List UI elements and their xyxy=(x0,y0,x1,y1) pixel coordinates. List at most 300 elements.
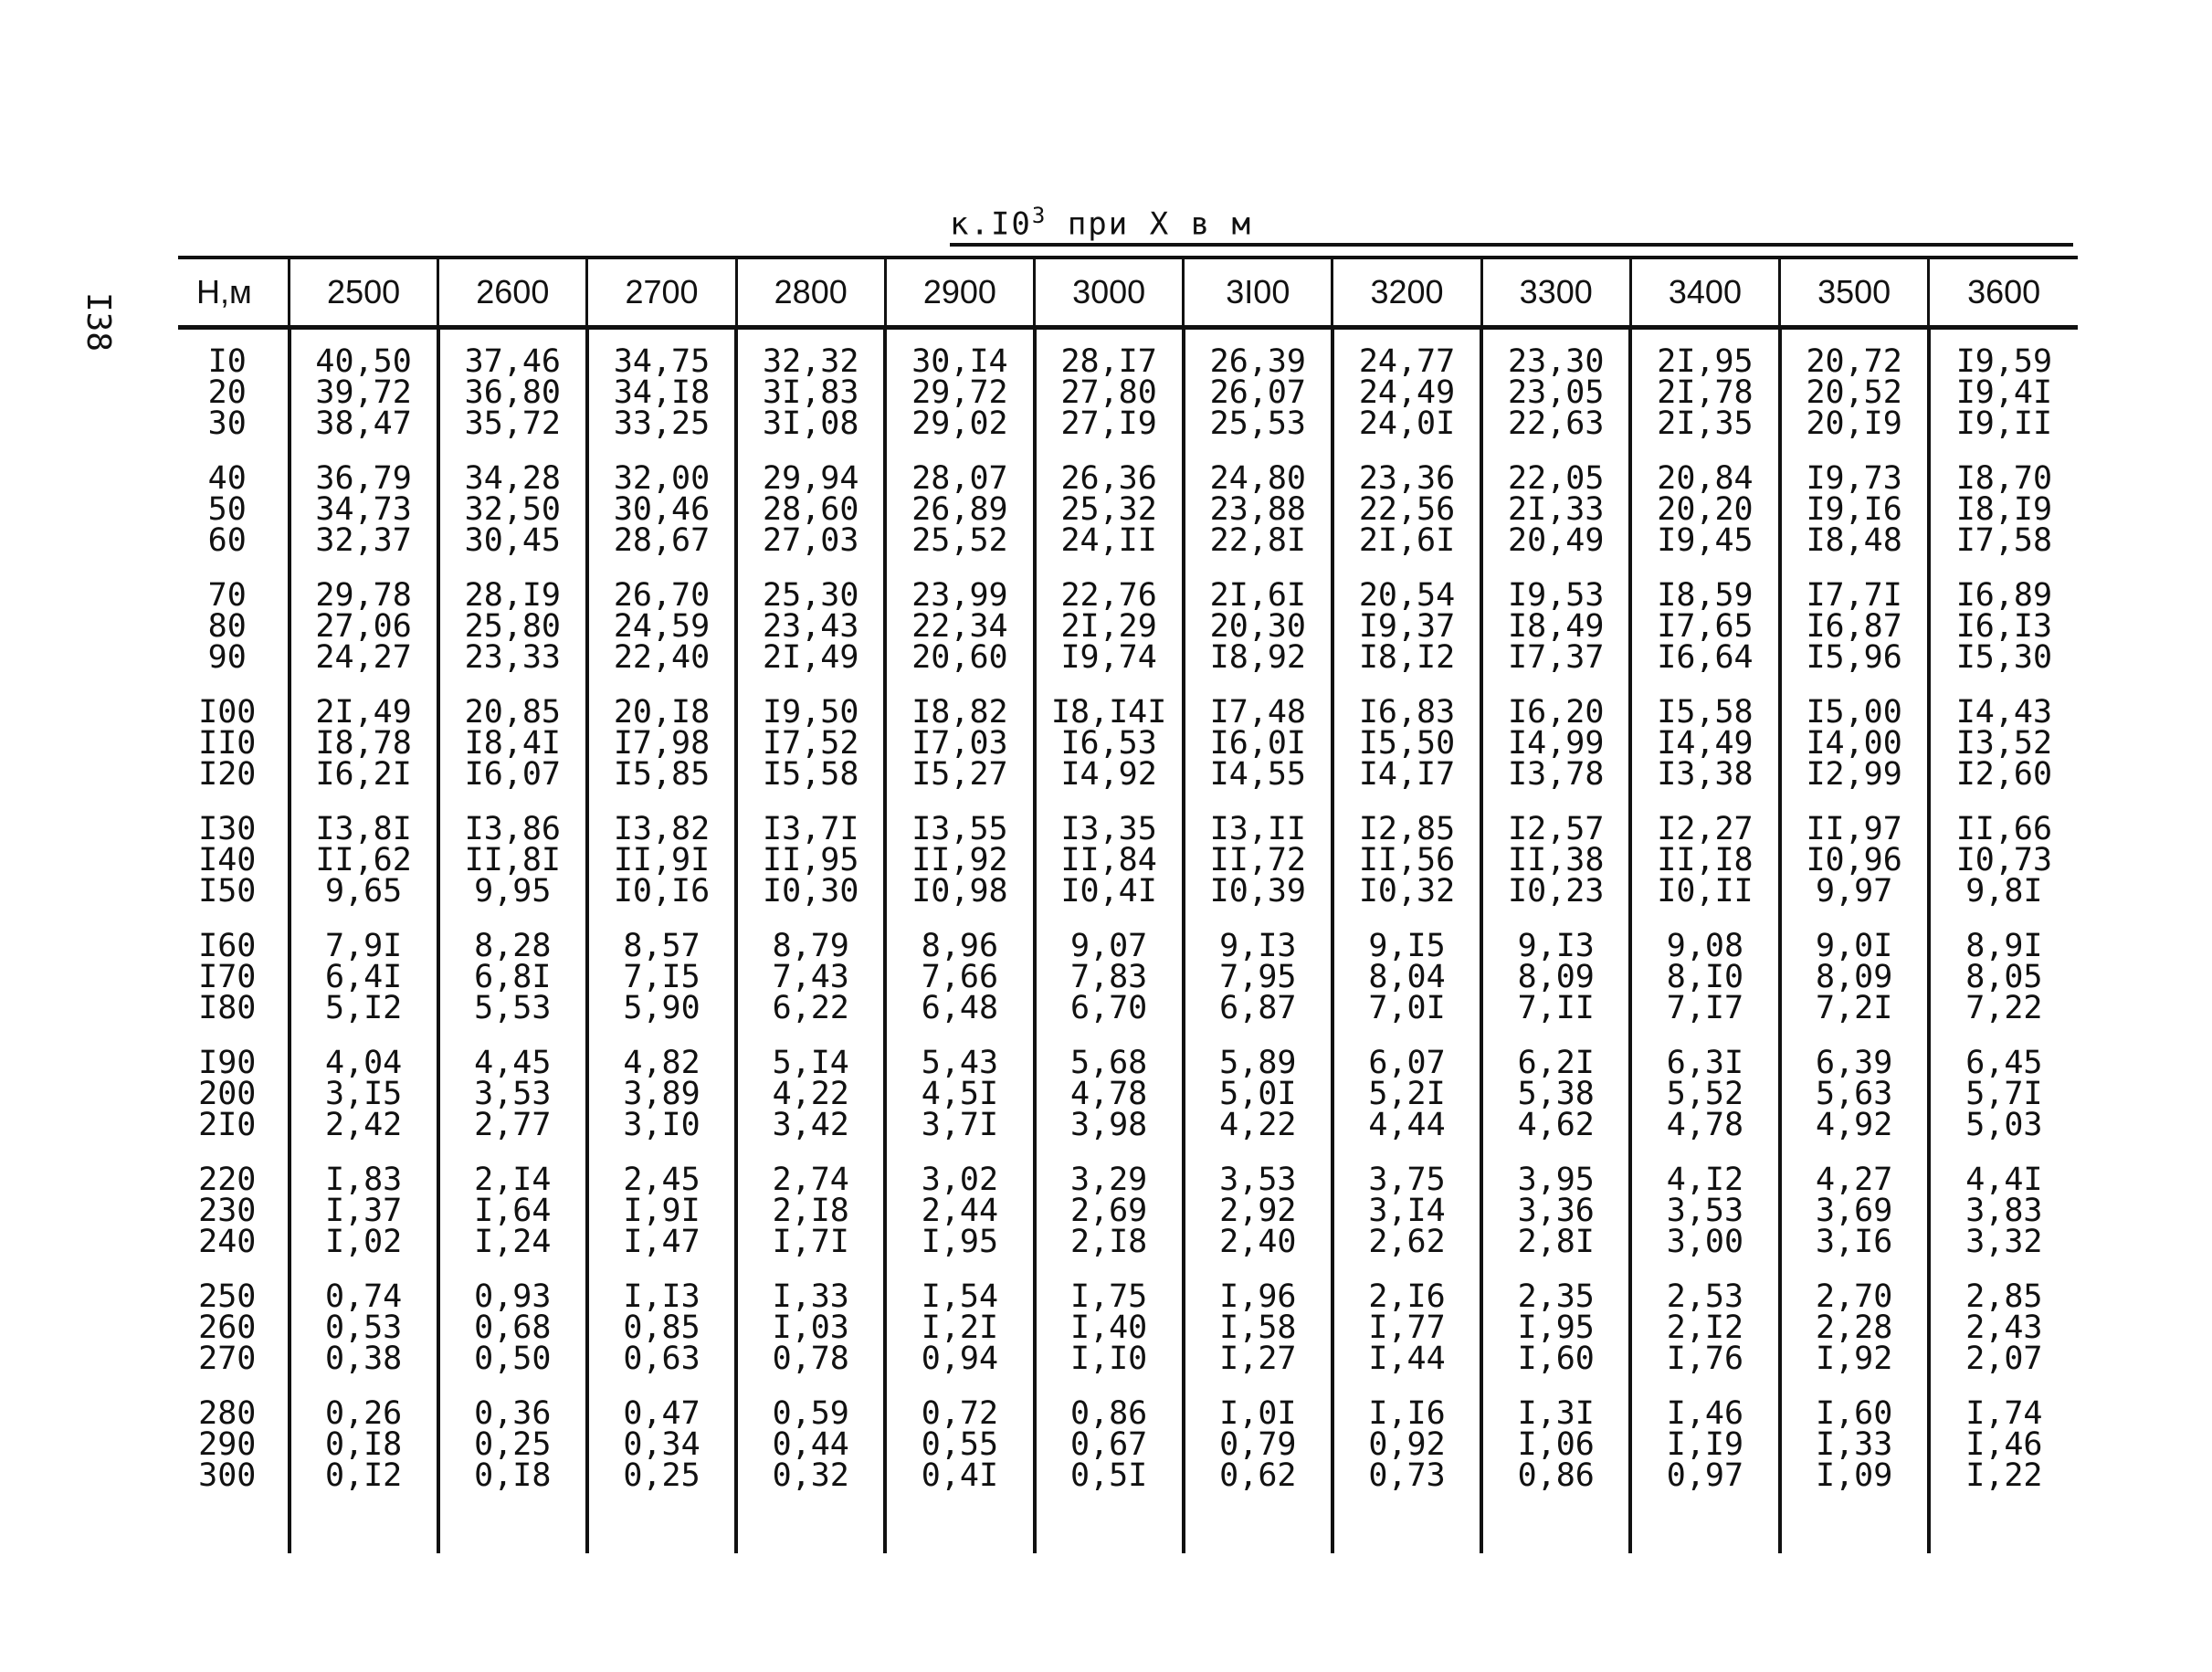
table-value: 20,72 xyxy=(1806,343,1902,380)
table-value: 0,86 xyxy=(1517,1457,1595,1494)
table-value: 20,20 xyxy=(1657,491,1754,528)
table-value: 2,07 xyxy=(1965,1341,2043,1377)
table-value: 0,72 xyxy=(921,1395,999,1432)
h-value: 300 xyxy=(198,1457,257,1494)
value-cell xyxy=(1929,797,2078,914)
value-cell xyxy=(885,1265,1034,1382)
spacer-cell xyxy=(736,1498,885,1553)
table-value: 25,80 xyxy=(464,608,561,645)
value-cell xyxy=(1184,1148,1332,1265)
table-value: 32,50 xyxy=(464,491,561,528)
value-cell xyxy=(1630,1265,1779,1382)
value-cell xyxy=(885,1031,1034,1148)
table-value: 3,53 xyxy=(474,1076,552,1112)
table-value: I5,00 xyxy=(1806,694,1902,731)
table-value: 2,I4 xyxy=(474,1162,552,1198)
table-value: 22,76 xyxy=(1060,577,1157,614)
table-value: I7,03 xyxy=(911,725,1008,762)
spacer-cell xyxy=(1780,1498,1929,1553)
table-value: 34,73 xyxy=(315,491,412,528)
value-cell xyxy=(1780,563,1929,680)
h-value: 290 xyxy=(198,1426,257,1463)
value-cell xyxy=(438,328,587,447)
table-value: I8,4I xyxy=(464,725,561,762)
value-cell xyxy=(587,1265,736,1382)
table-value: 0,50 xyxy=(474,1341,552,1377)
h-value: I30 xyxy=(198,811,257,847)
value-cell xyxy=(1929,1031,2078,1148)
table-value: I,9I xyxy=(623,1193,700,1229)
table-value: I0,98 xyxy=(911,873,1008,910)
table-value: 27,06 xyxy=(315,608,412,645)
value-cell xyxy=(1481,1148,1630,1265)
table-value: 0,26 xyxy=(324,1395,403,1432)
table-value: I4,99 xyxy=(1508,725,1605,762)
table-value: II,I8 xyxy=(1657,842,1754,878)
table-value: 27,03 xyxy=(763,522,859,559)
value-cell xyxy=(1184,447,1332,563)
table-value: 0,I2 xyxy=(324,1457,403,1494)
table-value: 2,92 xyxy=(1219,1193,1297,1229)
h-value: I40 xyxy=(198,842,257,878)
table-value: 2,I8 xyxy=(1069,1224,1148,1260)
value-cell xyxy=(1929,680,2078,797)
table-value: 2,I6 xyxy=(1368,1278,1446,1315)
value-cell xyxy=(1780,914,1929,1031)
table-value: 5,90 xyxy=(623,990,700,1026)
table-value: 8,05 xyxy=(1965,959,2043,995)
table-value: 3,I4 xyxy=(1368,1193,1446,1229)
table-value: 2,74 xyxy=(772,1162,849,1198)
table-value: 23,43 xyxy=(763,608,859,645)
table-value: 0,79 xyxy=(1219,1426,1297,1463)
table-value: I5,27 xyxy=(911,756,1008,793)
table-value: 4,I2 xyxy=(1666,1162,1744,1198)
table-value: 38,47 xyxy=(315,405,412,442)
h-value: 40 xyxy=(207,460,247,497)
table-value: 5,I4 xyxy=(772,1045,849,1081)
value-cell xyxy=(1332,1265,1481,1382)
h-values-cell xyxy=(178,914,290,1031)
table-value: 9,8I xyxy=(1965,873,2043,910)
table-value: 3,02 xyxy=(921,1162,999,1198)
value-cell xyxy=(587,1382,736,1498)
value-cell xyxy=(1035,1031,1184,1148)
table-value: 7,I5 xyxy=(623,959,700,995)
value-cell xyxy=(1481,1265,1630,1382)
value-cell xyxy=(438,1382,587,1498)
table-value: 24,27 xyxy=(315,639,412,676)
h-value: I80 xyxy=(198,990,257,1026)
table-value: I,74 xyxy=(1965,1395,2043,1432)
column-header: 3200 xyxy=(1332,258,1481,328)
table-value: 7,83 xyxy=(1069,959,1148,995)
spacer-cell xyxy=(587,1498,736,1553)
value-cell xyxy=(438,1031,587,1148)
table-value: I,27 xyxy=(1219,1341,1297,1377)
table-value: I5,50 xyxy=(1358,725,1456,762)
table-value: 7,I7 xyxy=(1666,990,1744,1026)
h-value: 50 xyxy=(207,491,247,528)
table-value: 5,52 xyxy=(1666,1076,1744,1112)
table-value: 4,78 xyxy=(1069,1076,1148,1112)
spacer-cell xyxy=(1184,1498,1332,1553)
value-cell xyxy=(587,1148,736,1265)
table-value: 4,4I xyxy=(1965,1162,2043,1198)
table-value: 23,05 xyxy=(1508,374,1605,411)
value-cell xyxy=(1630,680,1779,797)
table-value: 24,II xyxy=(1060,522,1157,559)
table-value: 8,57 xyxy=(623,928,700,964)
table-value: 26,39 xyxy=(1209,343,1306,380)
table-value: 3,83 xyxy=(1965,1193,2043,1229)
column-header: 3I00 xyxy=(1184,258,1332,328)
table-value: I2,60 xyxy=(1955,756,2053,793)
value-cell xyxy=(1630,1031,1779,1148)
table-value: I2,57 xyxy=(1508,811,1605,847)
value-cell xyxy=(1332,1382,1481,1498)
value-cell xyxy=(885,797,1034,914)
table-value: I3,38 xyxy=(1657,756,1754,793)
table-value: 9,65 xyxy=(324,873,403,910)
value-cell xyxy=(1184,1265,1332,1382)
h-value: I60 xyxy=(198,928,257,964)
table-value: 9,I5 xyxy=(1368,928,1446,964)
value-cell xyxy=(1184,1382,1332,1498)
value-cell xyxy=(736,1031,885,1148)
table-value: 27,I9 xyxy=(1060,405,1157,442)
table-value: I8,I2 xyxy=(1358,639,1456,676)
table-value: 3,98 xyxy=(1069,1107,1148,1143)
table-value: 4,92 xyxy=(1815,1107,1893,1143)
value-cell xyxy=(290,1031,438,1148)
table-value: 22,8I xyxy=(1209,522,1306,559)
h-value: I00 xyxy=(198,694,257,731)
value-cell xyxy=(736,797,885,914)
table-value: 24,80 xyxy=(1209,460,1306,497)
table-value: 22,34 xyxy=(911,608,1008,645)
table-row-group xyxy=(178,914,2078,1031)
table-value: I4,55 xyxy=(1209,756,1306,793)
value-cell xyxy=(1184,328,1332,447)
value-cell xyxy=(1481,1382,1630,1498)
table-value: I2,99 xyxy=(1806,756,1902,793)
table-value: 9,08 xyxy=(1666,928,1744,964)
table-value: I0,96 xyxy=(1806,842,1902,878)
h-values-cell xyxy=(178,328,290,447)
h-value: I0 xyxy=(207,343,247,380)
table-value: 6,39 xyxy=(1815,1045,1893,1081)
table-value: 6,48 xyxy=(921,990,999,1026)
h-value: 280 xyxy=(198,1395,257,1432)
table-value: 4,27 xyxy=(1815,1162,1893,1198)
table-value: 3I,08 xyxy=(763,405,859,442)
table-value: I8,82 xyxy=(911,694,1008,731)
table-value: 34,75 xyxy=(613,343,711,380)
table-value: I,76 xyxy=(1666,1341,1744,1377)
table-value: I9,59 xyxy=(1955,343,2053,380)
table-value: 4,22 xyxy=(772,1076,849,1112)
h-values-cell xyxy=(178,563,290,680)
value-cell xyxy=(1332,680,1481,797)
table-value: I6,I3 xyxy=(1955,608,2053,645)
table-value: 6,22 xyxy=(772,990,849,1026)
table-value: 0,4I xyxy=(921,1457,999,1494)
table-value: I4,00 xyxy=(1806,725,1902,762)
value-cell xyxy=(1332,797,1481,914)
value-cell xyxy=(885,563,1034,680)
value-cell xyxy=(1332,563,1481,680)
value-cell xyxy=(1035,680,1184,797)
spacer-cell xyxy=(1035,1498,1184,1553)
table-value: 20,I8 xyxy=(613,694,711,731)
table-value: 20,49 xyxy=(1508,522,1605,559)
table-value: 8,09 xyxy=(1517,959,1595,995)
value-cell xyxy=(1929,914,2078,1031)
spacer-cell xyxy=(1332,1498,1481,1553)
value-cell xyxy=(587,563,736,680)
table-value: I,7I xyxy=(772,1224,849,1260)
table-value: 2I,95 xyxy=(1657,343,1754,380)
table-value: 24,77 xyxy=(1358,343,1456,380)
table-value: 0,53 xyxy=(324,1309,403,1346)
table-value: 28,67 xyxy=(613,522,711,559)
table-value: 0,I8 xyxy=(324,1426,403,1463)
column-header: 3500 xyxy=(1780,258,1929,328)
table-value: 3,I6 xyxy=(1815,1224,1893,1260)
table-value: 29,72 xyxy=(911,374,1008,411)
table-value: 4,45 xyxy=(474,1045,552,1081)
table-value: I,96 xyxy=(1219,1278,1297,1315)
value-cell xyxy=(438,797,587,914)
spacer-cell xyxy=(1929,1498,2078,1553)
table-value: I8,70 xyxy=(1955,460,2053,497)
table-value: 4,22 xyxy=(1219,1107,1297,1143)
table-value: 2I,49 xyxy=(763,639,859,676)
table-value: 26,89 xyxy=(911,491,1008,528)
table-value: 4,82 xyxy=(623,1045,700,1081)
h-values-cell xyxy=(178,447,290,563)
caption-main: к.I0 xyxy=(950,205,1032,243)
table-value: 9,I3 xyxy=(1517,928,1595,964)
table-value: 9,07 xyxy=(1069,928,1148,964)
table-value: 5,68 xyxy=(1069,1045,1148,1081)
table-value: I,46 xyxy=(1666,1395,1744,1432)
table-value: I3,II xyxy=(1209,811,1306,847)
value-cell xyxy=(1780,680,1929,797)
table-value: 3,75 xyxy=(1368,1162,1446,1198)
table-value: 30,45 xyxy=(464,522,561,559)
table-value: I,54 xyxy=(921,1278,999,1315)
column-header: 2500 xyxy=(290,258,438,328)
table-value: 2,69 xyxy=(1069,1193,1148,1229)
table-value: I3,7I xyxy=(763,811,859,847)
table-value: 2I,6I xyxy=(1358,522,1456,559)
h-value: 90 xyxy=(207,639,247,676)
table-value: 7,0I xyxy=(1368,990,1446,1026)
h-value: 240 xyxy=(198,1224,257,1260)
value-cell xyxy=(587,328,736,447)
table-value: I,02 xyxy=(324,1224,403,1260)
table-value: 3I,83 xyxy=(763,374,859,411)
table-value: 6,87 xyxy=(1219,990,1297,1026)
table-value: 7,9I xyxy=(324,928,403,964)
table-value: I4,92 xyxy=(1060,756,1157,793)
table-value: 3,42 xyxy=(772,1107,849,1143)
column-header: 2700 xyxy=(587,258,736,328)
h-value: 230 xyxy=(198,1193,257,1229)
table-value: 0,5I xyxy=(1069,1457,1148,1494)
value-cell xyxy=(1929,1382,2078,1498)
value-cell xyxy=(1035,447,1184,563)
table-value: 0,74 xyxy=(324,1278,403,1315)
table-value: I,I9 xyxy=(1666,1426,1744,1463)
value-cell xyxy=(1184,914,1332,1031)
value-cell xyxy=(1929,1148,2078,1265)
table-row-group xyxy=(178,328,2078,447)
table-value: 0,68 xyxy=(474,1309,552,1346)
table-value: I,33 xyxy=(1815,1426,1893,1463)
table-value: I6,64 xyxy=(1657,639,1754,676)
table-value: I,83 xyxy=(324,1162,403,1198)
h-value: 20 xyxy=(207,374,247,411)
table-value: II,62 xyxy=(315,842,412,878)
column-header: 2600 xyxy=(438,258,587,328)
table-value: I,09 xyxy=(1815,1457,1893,1494)
value-cell xyxy=(290,1382,438,1498)
value-cell xyxy=(1630,328,1779,447)
table-value: 0,59 xyxy=(772,1395,849,1432)
table-value: 6,2I xyxy=(1517,1045,1595,1081)
table-value: I3,52 xyxy=(1955,725,2053,762)
table-value: I0,39 xyxy=(1209,873,1306,910)
value-cell xyxy=(1481,328,1630,447)
table-value: 3,69 xyxy=(1815,1193,1893,1229)
table-value: 7,22 xyxy=(1965,990,2043,1026)
value-cell xyxy=(736,563,885,680)
table-bottom-spacer xyxy=(178,1498,2078,1553)
table-value: I3,55 xyxy=(911,811,1008,847)
value-cell xyxy=(736,447,885,563)
table-value: I0,30 xyxy=(763,873,859,910)
table-value: 6,8I xyxy=(474,959,552,995)
table-value: 35,72 xyxy=(464,405,561,442)
table-value: 25,32 xyxy=(1060,491,1157,528)
value-cell xyxy=(438,447,587,563)
value-cell xyxy=(1332,1148,1481,1265)
value-cell xyxy=(736,328,885,447)
column-header: 3600 xyxy=(1929,258,2078,328)
value-cell xyxy=(1332,914,1481,1031)
value-cell xyxy=(1184,563,1332,680)
table-value: 28,I7 xyxy=(1060,343,1157,380)
value-cell xyxy=(290,563,438,680)
table-value: 5,0I xyxy=(1219,1076,1297,1112)
value-cell xyxy=(1184,1031,1332,1148)
table-value: I,40 xyxy=(1069,1309,1148,1346)
table-value: 22,63 xyxy=(1508,405,1605,442)
table-value: 6,07 xyxy=(1368,1045,1446,1081)
table-value: 20,54 xyxy=(1358,577,1456,614)
table-value: 32,32 xyxy=(763,343,859,380)
table-value: 9,0I xyxy=(1815,928,1893,964)
table-value: II,9I xyxy=(613,842,711,878)
value-cell xyxy=(885,328,1034,447)
h-value: 270 xyxy=(198,1341,257,1377)
spacer-cell xyxy=(438,1498,587,1553)
table-value: I,44 xyxy=(1368,1341,1446,1377)
table-value: I,95 xyxy=(921,1224,999,1260)
h-values-cell xyxy=(178,797,290,914)
value-cell xyxy=(1929,447,2078,563)
table-value: 3,29 xyxy=(1069,1162,1148,1198)
table-value: 36,79 xyxy=(315,460,412,497)
table-value: I,60 xyxy=(1815,1395,1893,1432)
table-value: 0,47 xyxy=(623,1395,700,1432)
table-value: 2,44 xyxy=(921,1193,999,1229)
table-value: I8,48 xyxy=(1806,522,1902,559)
table-row-group xyxy=(178,680,2078,797)
table-value: I3,8I xyxy=(315,811,412,847)
table-value: I6,07 xyxy=(464,756,561,793)
table-value: I7,52 xyxy=(763,725,859,762)
table-value: I8,78 xyxy=(315,725,412,762)
table-value: I2,85 xyxy=(1358,811,1456,847)
table-value: I9,45 xyxy=(1657,522,1754,559)
data-table xyxy=(178,256,2078,1553)
table-row-group xyxy=(178,563,2078,680)
table-row-group xyxy=(178,797,2078,914)
page-number: I38 xyxy=(79,292,117,352)
table-value: 34,I8 xyxy=(613,374,711,411)
table-value: I6,2I xyxy=(315,756,412,793)
table-value: II,38 xyxy=(1508,842,1605,878)
table-value: I,I6 xyxy=(1368,1395,1446,1432)
h-values-cell xyxy=(178,680,290,797)
value-cell xyxy=(438,563,587,680)
table-value: 0,25 xyxy=(474,1426,552,1463)
table-value: I9,50 xyxy=(763,694,859,731)
value-cell xyxy=(1035,328,1184,447)
value-cell xyxy=(587,797,736,914)
table-value: 2,62 xyxy=(1368,1224,1446,1260)
column-header: 3400 xyxy=(1630,258,1779,328)
table-value: 22,05 xyxy=(1508,460,1605,497)
table-value: 0,97 xyxy=(1666,1457,1744,1494)
table-value: I0,I6 xyxy=(613,873,711,910)
table-value: 8,04 xyxy=(1368,959,1446,995)
value-cell xyxy=(736,1382,885,1498)
value-cell xyxy=(1035,797,1184,914)
table-value: I6,89 xyxy=(1955,577,2053,614)
table-value: 32,00 xyxy=(613,460,711,497)
table-value: 2,77 xyxy=(474,1107,552,1143)
table-value: I6,53 xyxy=(1060,725,1157,762)
caption-rest: при X в м xyxy=(1067,205,1253,243)
table-value: I5,96 xyxy=(1806,639,1902,676)
value-cell xyxy=(1035,1148,1184,1265)
h-values-cell xyxy=(178,1148,290,1265)
table-value: I,0I xyxy=(1219,1395,1297,1432)
table-value: I8,I4I xyxy=(1050,694,1167,731)
table-value: 0,32 xyxy=(772,1457,849,1494)
value-cell xyxy=(290,447,438,563)
table-value: I4,49 xyxy=(1657,725,1754,762)
table-value: I9,53 xyxy=(1508,577,1605,614)
table-value: 2I,49 xyxy=(315,694,412,731)
spacer-cell xyxy=(1481,1498,1630,1553)
table-value: I,06 xyxy=(1517,1426,1595,1463)
